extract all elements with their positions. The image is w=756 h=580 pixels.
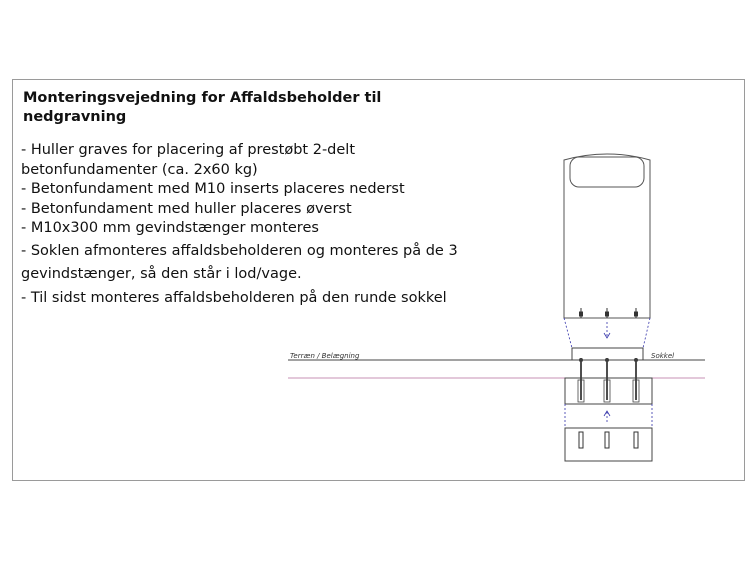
instruction-line-2: betonfundamenter (ca. 2x60 kg) [21, 161, 258, 178]
instruction-line-5: - M10x300 mm gevindstænger monteres [21, 220, 319, 236]
title-line-2: nedgravning [23, 109, 127, 125]
instruction-line-8: - Til sidst monteres affaldsbeholderen på den runde sokkel [21, 289, 447, 306]
container-bolts [580, 308, 638, 318]
base-label: Sokkel [651, 352, 675, 360]
instruction-line-7: gevindstænger, så den står i lod/vage. [21, 266, 302, 282]
container-lid-window [570, 157, 644, 187]
projection-lines-lower [565, 404, 652, 428]
threaded-rods [581, 362, 636, 400]
lower-foundation-inserts [579, 432, 638, 448]
instruction-line-4: - Betonfundament med huller placeres øverst [21, 200, 352, 217]
upper-foundation-holes [578, 380, 639, 402]
ground-label: Terræn / Belægning [290, 352, 360, 360]
title-line-1: Monteringsvejedning for Affaldsbeholder til [23, 90, 382, 106]
instruction-line-6: - Soklen afmonteres affaldsbeholderen og monteres på de 3 [21, 242, 458, 259]
projection-lines-upper [564, 318, 650, 348]
instruction-line-3: - Betonfundament med M10 inserts placeres nederst [21, 181, 405, 197]
container-outline [564, 154, 650, 318]
instruction-line-1: - Huller graves for placering af prestøbt 2-delt [21, 142, 356, 158]
waste-container [564, 154, 650, 318]
